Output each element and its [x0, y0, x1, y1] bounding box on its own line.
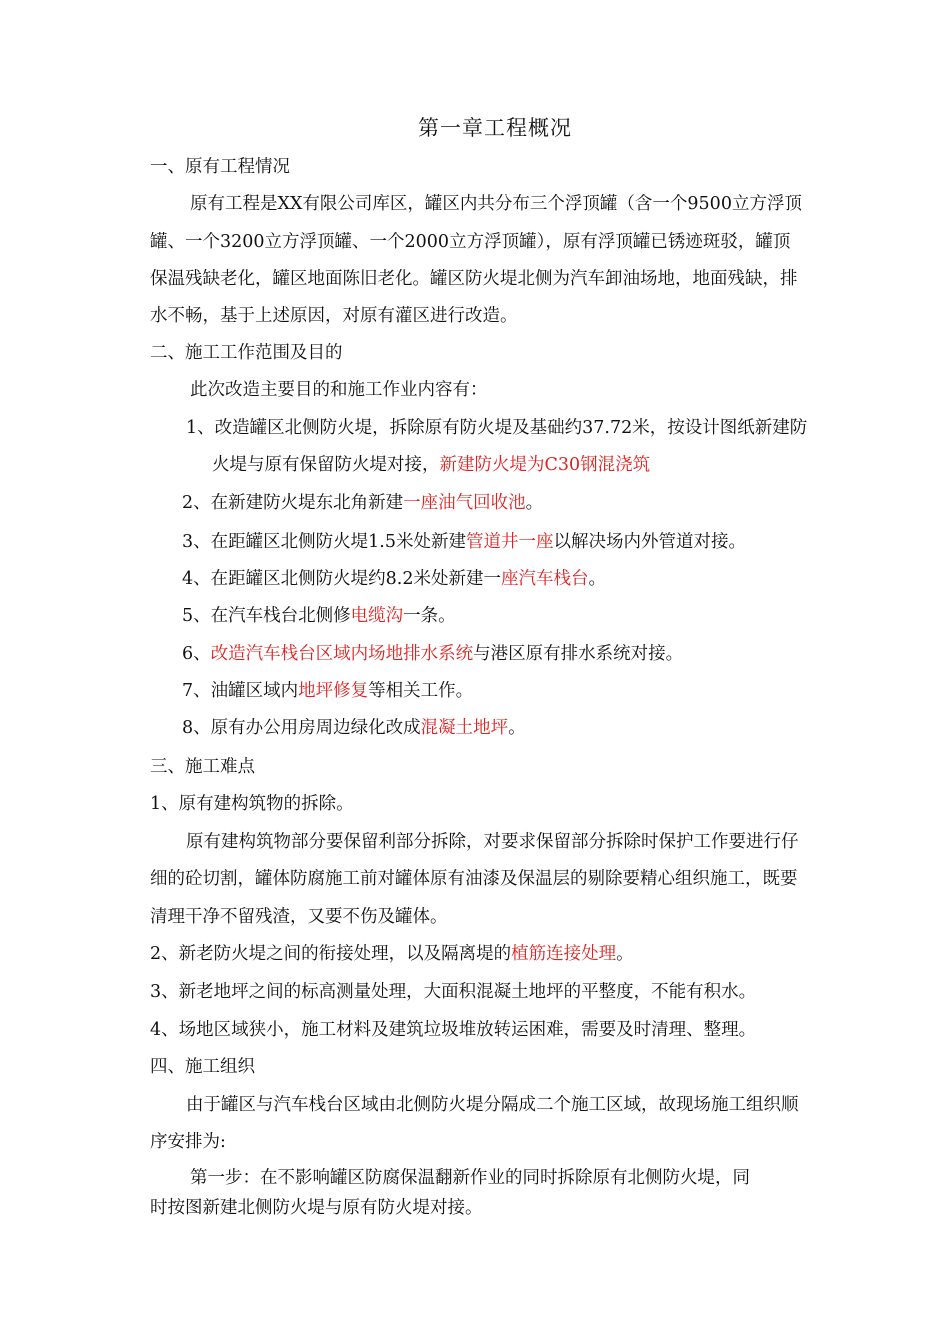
- item-8-text: 8、原有办公用房周边绿化改成: [182, 718, 421, 738]
- s1-paragraph-line-1: 原有工程是XX有限公司库区，罐区内共分布三个浮顶罐（含一个9500立方浮顶: [190, 194, 802, 214]
- s3-difficulty-2: [150, 942, 634, 966]
- s4-step-1-line-2: 时按图新建北侧防火堤与原有防火堤对接。: [150, 1198, 483, 1218]
- item-7-end: 等相关工作。: [368, 681, 474, 701]
- s3-d1-line-3: 清理干净不留残渣，又要不伤及罐体。: [150, 907, 448, 927]
- s1-paragraph-line-2: 罐、一个3200立方浮顶罐、一个2000立方浮顶罐），原有浮顶罐已锈迹斑驳，罐顶: [150, 232, 791, 252]
- difficulty-2-highlight: 植筋连接处理: [511, 944, 617, 964]
- s2-item-5: [182, 604, 456, 628]
- s3-difficulty-4: 4、场地区域狭小，施工材料及建筑垃圾堆放转运困难，需要及时清理、整理。: [150, 1020, 757, 1040]
- item-5-end: 一条。: [403, 606, 456, 626]
- item-3-end: 以解决场内外管道对接。: [553, 532, 746, 552]
- s2-item-1-line-1: 1、改造罐区北侧防火堤，拆除原有防火堤及基础约37.72米，按设计图纸新建防: [186, 418, 808, 438]
- item-6-highlight: 改造汽车栈台区域内场地排水系统: [210, 644, 474, 664]
- s2-item-3: [182, 530, 746, 554]
- difficulty-2-end: 。: [616, 944, 634, 964]
- item-7-highlight: 地坪修复: [298, 681, 369, 701]
- item-3-text: 3、在距罐区北侧防火堤1.5米处新建: [182, 532, 466, 552]
- item-2-text: 2、在新建防火堤东北角新建: [182, 493, 404, 513]
- item-8-highlight: 混凝土地坪: [420, 718, 509, 738]
- difficulty-2-text: 2、新老防火堤之间的衔接处理，以及隔离堤的: [150, 944, 512, 964]
- s2-item-2: [182, 491, 543, 515]
- s2-item-4: [182, 567, 606, 591]
- item-1-text: 火堤与原有保留防火堤对接，: [212, 455, 440, 475]
- item-4-end: 。: [588, 569, 606, 589]
- s2-intro: 此次改造主要目的和施工作业内容有：: [190, 380, 488, 400]
- s1-paragraph-line-3: 保温残缺老化，罐区地面陈旧老化。罐区防火堤北侧为汽车卸油场地，地面残缺，排: [150, 269, 798, 289]
- s3-difficulty-3: 3、新老地坪之间的标高测量处理，大面积混凝土地坪的平整度，不能有积水。: [150, 982, 757, 1002]
- s2-item-8: [182, 716, 526, 740]
- item-2-highlight: 一座油气回收池: [403, 493, 526, 513]
- item-6-text: 6、: [182, 644, 211, 664]
- s3-difficulty-1: 1、原有建构筑物的拆除。: [150, 794, 354, 814]
- item-4-text: 4、在距罐区北侧防火堤约8.2米处新建一: [182, 569, 501, 589]
- s4-step-1-line-1: 第一步：在不影响罐区防腐保温翻新作业的同时拆除原有北侧防火堤，同: [190, 1168, 750, 1188]
- s4-paragraph-line-1: 由于罐区与汽车栈台区域由北侧防火堤分隔成二个施工区域，故现场施工组织顺: [186, 1095, 799, 1115]
- section-4-heading: 四、施工组织: [150, 1057, 255, 1077]
- s1-paragraph-line-4: 水不畅，基于上述原因，对原有灌区进行改造。: [150, 306, 518, 326]
- s2-item-7: [182, 679, 473, 703]
- chapter-title: 第一章工程概况: [418, 116, 572, 140]
- s3-d1-line-1: 原有建构筑物部分要保留利部分拆除，对要求保留部分拆除时保护工作要进行仔: [186, 832, 799, 852]
- item-6-end: 与港区原有排水系统对接。: [473, 644, 684, 664]
- section-3-heading: 三、施工难点: [150, 757, 255, 777]
- item-3-highlight: 管道井一座: [465, 532, 554, 552]
- item-1-highlight: 新建防火堤为C30钢混浇筑: [439, 455, 651, 475]
- item-4-highlight: 座汽车栈台: [500, 569, 589, 589]
- item-7-text: 7、油罐区域内: [182, 681, 299, 701]
- item-5-text: 5、在汽车栈台北侧修: [182, 606, 351, 626]
- section-2-heading: 二、施工工作范围及目的: [150, 343, 343, 363]
- s2-item-1-line-2: [212, 453, 650, 477]
- item-2-end: 。: [525, 493, 544, 513]
- item-5-highlight: 电缆沟: [350, 606, 404, 626]
- s3-d1-line-2: 细的砼切割，罐体防腐施工前对罐体原有油漆及保温层的剔除要精心组织施工，既要: [150, 869, 798, 889]
- section-1-heading: 一、原有工程情况: [150, 157, 290, 177]
- s2-item-6: [182, 642, 683, 666]
- s4-paragraph-line-2: 序安排为:: [150, 1132, 226, 1152]
- item-8-end: 。: [508, 718, 526, 738]
